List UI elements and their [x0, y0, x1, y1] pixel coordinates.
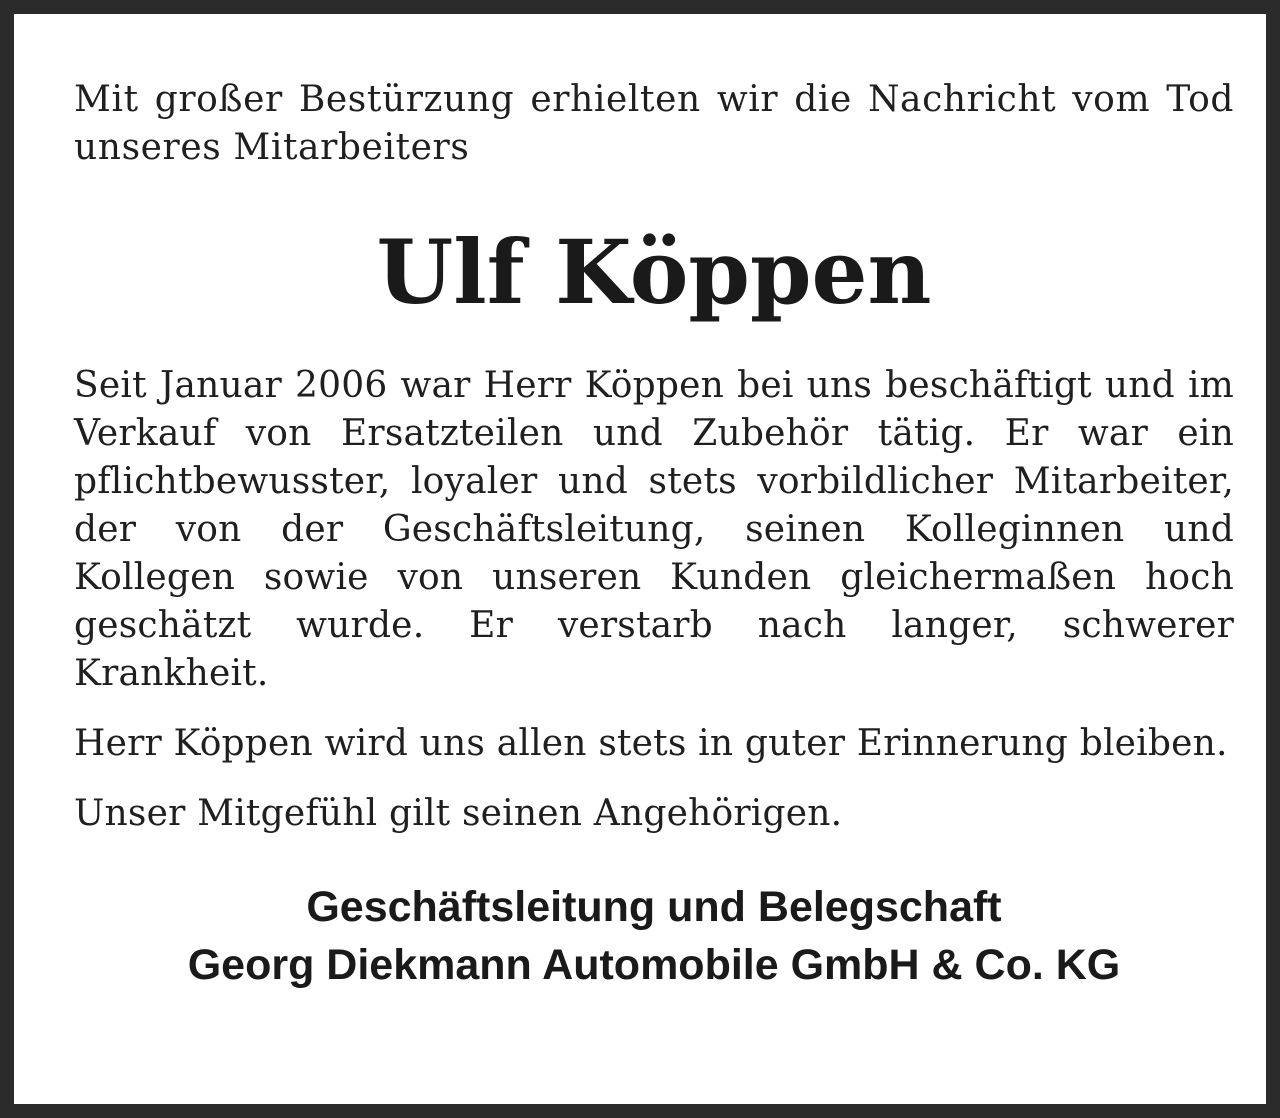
body-paragraph-3: Unser Mitgefühl gilt seinen Angehörigen. [74, 793, 843, 834]
deceased-name: Ulf Köppen [376, 220, 932, 324]
signature-line-2: Georg Diekmann Automobile GmbH & Co. KG [187, 941, 1121, 989]
intro-text: Mit großer Bestürzung erhielten wir die Nachricht vom Tod unseres Mitarbeiters [74, 79, 1234, 168]
signature-block [74, 878, 1234, 994]
body-paragraph-2: Herr Köppen wird uns allen stets in guter Erinnerung bleiben. [74, 723, 1228, 764]
body-paragraph-1: Seit Januar 2006 war Herr Köppen bei uns beschäftigt und im Verkauf von Ersatzteilen und Zubehör tätig. Er war ein pflichtbewusster, loyaler und stets vorbildlicher Mitarbeiter, der von der Geschäftsleitung, seinen Kolleginnen und Kollegen sowie von unseren Kunden gleichermaßen hoch geschätzt wurde. Er verstarb nach langer, schwerer Krankheit. [74, 365, 1234, 694]
signature-line-1: Geschäftsleitung und Belegschaft [306, 883, 1002, 931]
obituary-content [74, 76, 1234, 994]
